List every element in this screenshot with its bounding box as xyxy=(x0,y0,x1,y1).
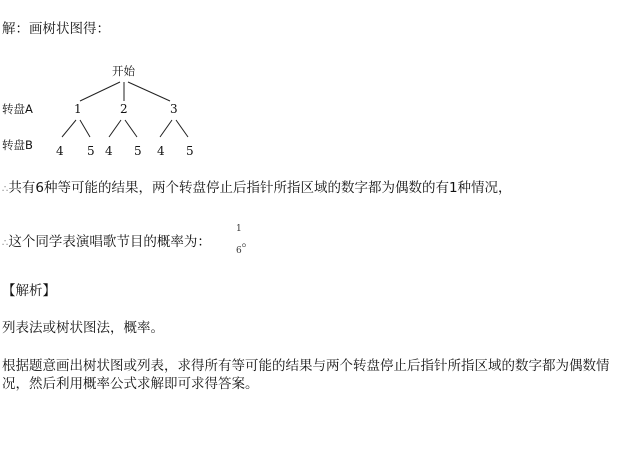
edge-root-a1 xyxy=(80,82,120,101)
therefore-mark-2: ∴ xyxy=(2,238,9,249)
probability-denominator: 6 xyxy=(236,246,242,256)
b-value-6: 5 xyxy=(186,144,194,158)
b-value-2: 5 xyxy=(87,144,95,158)
a-value-3: 3 xyxy=(170,102,178,116)
result-line xyxy=(2,179,512,199)
edge-a3-b2 xyxy=(176,120,188,137)
therefore-mark: ∴ xyxy=(2,184,9,195)
a-value-1: 1 xyxy=(74,102,82,116)
analysis-method: 列表法或树状图法，概率。 xyxy=(2,320,164,336)
tree-diagram xyxy=(0,56,230,166)
probability-prefix: 这个同学表演唱歌节目的概率为： xyxy=(8,234,211,250)
tree-root-label: 开始 xyxy=(112,64,135,78)
edge-a2-b2 xyxy=(125,120,137,137)
b-value-5: 4 xyxy=(157,144,165,158)
edge-a1-b1 xyxy=(62,120,76,137)
b-value-1: 4 xyxy=(56,144,64,158)
result-text: 共有6种等可能的结果，两个转盘停止后指针所指区域的数字都为偶数的有1种情况， xyxy=(8,180,512,196)
probability-numerator: 1 xyxy=(236,224,242,234)
probability-suffix: 。 xyxy=(241,234,255,250)
b-value-4: 5 xyxy=(134,144,142,158)
row-b-label: 转盘B xyxy=(2,138,33,152)
row-a-label: 转盘A xyxy=(2,102,33,116)
analysis-detail: 根据题意画出树状图或列表，求得所有等可能的结果与两个转盘停止后指针所指区域的数字都为偶数情况，然后利用概率公式求解即可求得答案。 xyxy=(2,358,610,392)
solution-heading: 解：画树状图得： xyxy=(2,21,110,37)
edge-a2-b1 xyxy=(109,120,121,137)
analysis-heading: 【解析】 xyxy=(2,283,56,299)
b-value-3: 4 xyxy=(105,144,113,158)
probability-line xyxy=(2,233,255,253)
edge-root-a3 xyxy=(128,82,170,101)
edge-a3-b1 xyxy=(160,120,172,137)
edge-a1-b2 xyxy=(80,120,90,137)
a-value-2: 2 xyxy=(120,102,128,116)
